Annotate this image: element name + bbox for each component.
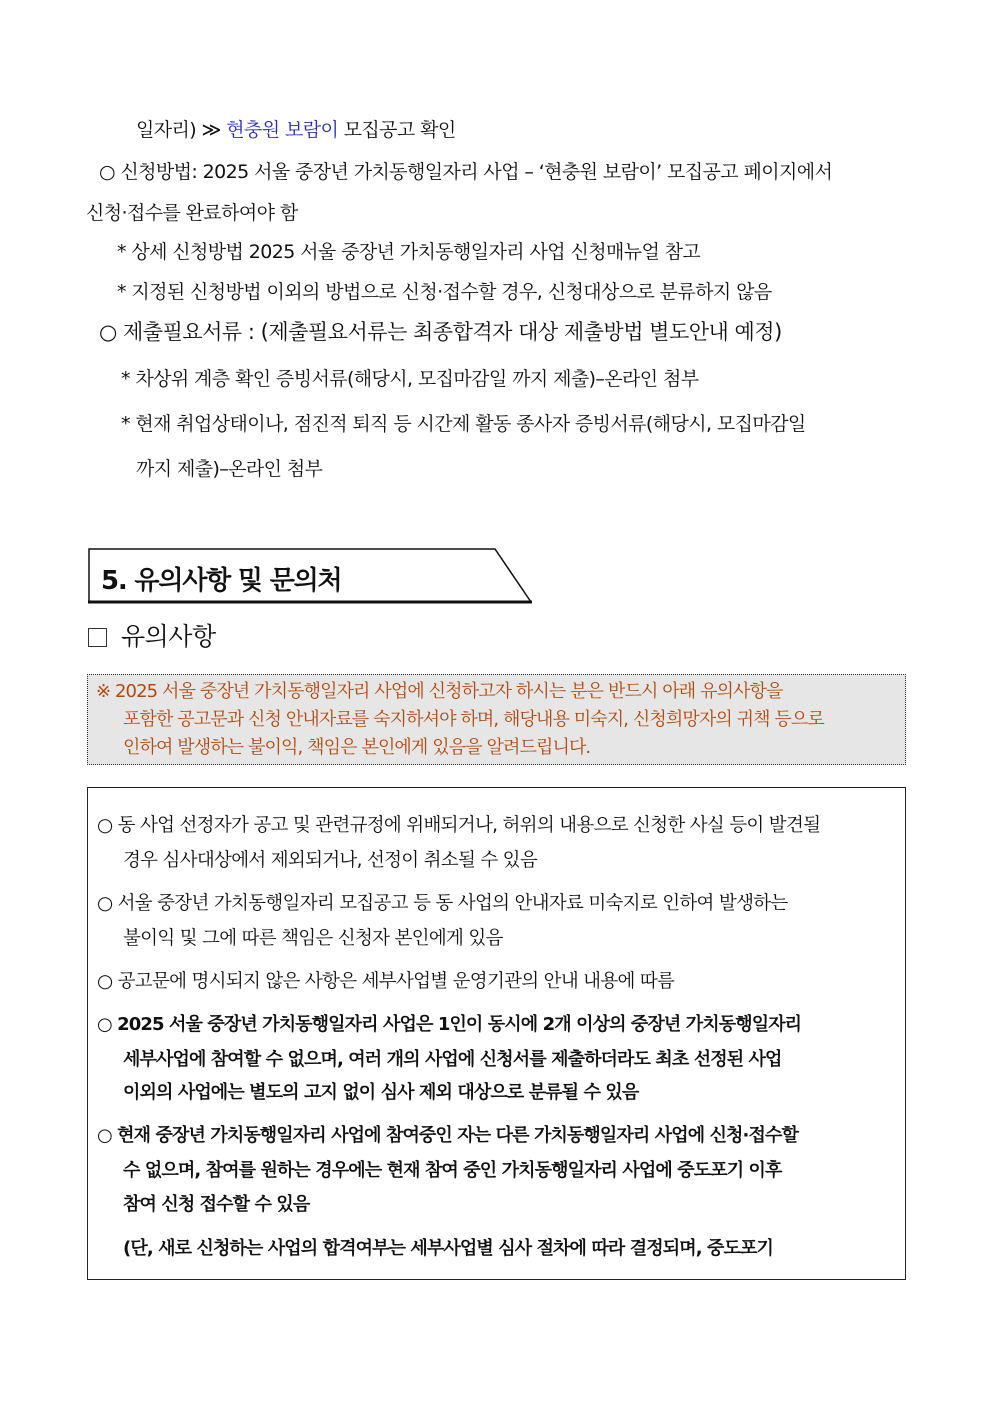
notice-box bbox=[87, 674, 906, 765]
documents-title: ○ 제출필요서류 : (제출필요서류는 최종합격자 대상 제출방법 별도안내 예정) bbox=[99, 320, 782, 344]
notice-line-2: 포함한 공고문과 신청 안내자료를 숙지하셔야 하며, 해당내용 미숙지, 신청희망자의 귀책 등으로 bbox=[123, 709, 824, 730]
notice-line-1: ※ 2025 서울 중장년 가치동행일자리 사업에 신청하고자 하시는 분은 반드시 아래 유의사항을 bbox=[96, 681, 783, 702]
section-title: 5. 유의사항 및 문의처 bbox=[101, 566, 342, 596]
section-5-title-banner bbox=[87, 548, 532, 604]
square-bullet-icon bbox=[88, 628, 107, 647]
precaution-item-5-line-4: (단, 새로 신청하는 사업의 합격여부는 세부사업별 심사 절차에 따라 결정되며, 중도포기 bbox=[123, 1238, 773, 1259]
subheading-label: 유의사항 bbox=[121, 622, 216, 651]
precaution-item-2-line-1: ○ 서울 중장년 가치동행일자리 모집공고 등 동 사업의 안내자료 미숙지로 인하여 발생하는 bbox=[97, 893, 788, 914]
subheading-notes bbox=[88, 622, 216, 652]
documents-note-1: * 차상위 계층 확인 증빙서류(해당시, 모집마감일 까지 제출)–온라인 첨부 bbox=[121, 368, 699, 390]
method-note-1: * 상세 신청방법 2025 서울 중장년 가치동행일자리 사업 신청매뉴얼 참고 bbox=[117, 241, 701, 263]
application-method-line2: 신청·접수를 완료하여야 함 bbox=[86, 202, 298, 224]
site-link-text: 현충원 보람이 bbox=[226, 119, 339, 141]
apply-check-line bbox=[136, 118, 456, 142]
precaution-item-5-line-2: 수 없으며, 참여를 원하는 경우에는 현재 참여 중인 가치동행일자리 사업에 중도포기 이후 bbox=[123, 1160, 782, 1181]
precaution-item-3-line-1: ○ 공고문에 명시되지 않은 사항은 세부사업별 운영기관의 안내 내용에 따름 bbox=[97, 971, 675, 992]
precaution-item-1-line-2: 경우 심사대상에서 제외되거나, 선정이 취소될 수 있음 bbox=[123, 850, 538, 871]
precaution-item-4-line-2: 세부사업에 참여할 수 없으며, 여러 개의 사업에 신청서를 제출하더라도 최초 선정된 사업 bbox=[123, 1049, 782, 1070]
documents-note-2: * 현재 취업상태이나, 점진적 퇴직 등 시간제 활동 종사자 증빙서류(해당시, 모집마감일 bbox=[121, 413, 806, 435]
notice-line-3: 인하여 발생하는 불이익, 책임은 본인에게 있음을 알려드립니다. bbox=[123, 737, 591, 758]
precautions-box bbox=[87, 787, 906, 1280]
precaution-item-1-line-1: ○ 동 사업 선정자가 공고 및 관련규정에 위배되거나, 허위의 내용으로 신청한 사실 등이 발견될 bbox=[97, 815, 821, 836]
apply-check-suffix: 모집공고 확인 bbox=[338, 119, 456, 141]
method-note-2: * 지정된 신청방법 이외의 방법으로 신청·접수할 경우, 신청대상으로 분류하지 않음 bbox=[117, 281, 772, 303]
precaution-item-5-line-3: 참여 신청 접수할 수 있음 bbox=[123, 1194, 310, 1215]
precaution-item-5-line-1: ○ 현재 중장년 가치동행일자리 사업에 참여중인 자는 다른 가치동행일자리 사업에 신청·접수할 bbox=[97, 1125, 798, 1146]
precaution-item-4-line-3: 이외의 사업에는 별도의 고지 없이 심사 제외 대상으로 분류될 수 있음 bbox=[123, 1082, 639, 1103]
documents-note-2-cont: 까지 제출)–온라인 첨부 bbox=[136, 458, 323, 480]
precaution-item-2-line-2: 불이익 및 그에 따른 책임은 신청자 본인에게 있음 bbox=[123, 928, 503, 949]
precaution-item-4-line-1: ○ 2025 서울 중장년 가치동행일자리 사업은 1인이 동시에 2개 이상의 중장년 가치동행일자리 bbox=[97, 1014, 802, 1035]
apply-check-prefix: 일자리) ≫ bbox=[136, 119, 227, 141]
application-method-line1: ○ 신청방법: 2025 서울 중장년 가치동행일자리 사업 – ‘현충원 보람이’ 모집공고 페이지에서 bbox=[99, 161, 833, 183]
